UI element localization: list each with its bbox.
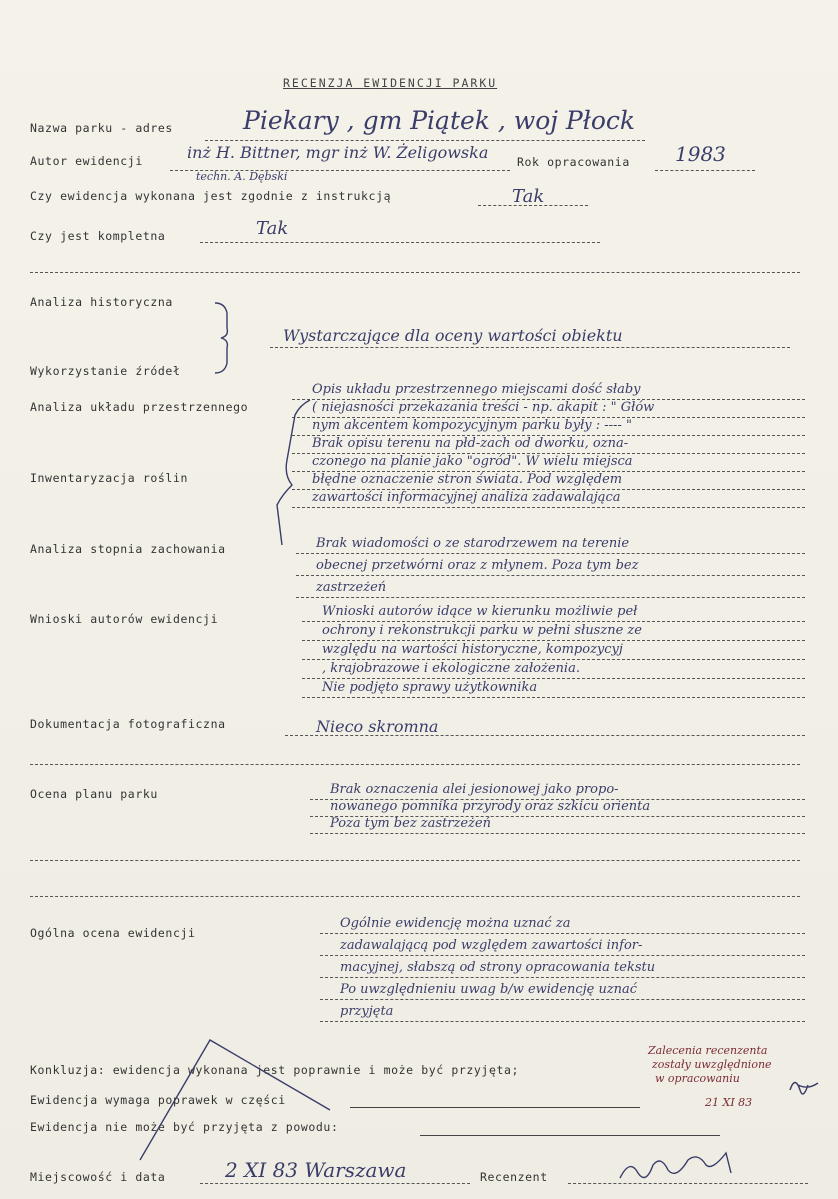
plan-line: Poza tym bez zastrzeżeń (330, 816, 491, 831)
complete-value: Tak (256, 218, 289, 239)
place-date-value: 2 XI 83 Warszawa (225, 1158, 407, 1182)
uklad-line: błędne oznaczenie stron świata. Pod względem (312, 472, 623, 487)
author-value-2: techn. A. Dębski (196, 170, 288, 183)
wnioski-line: Nie podjęto sprawy użytkownika (322, 680, 538, 695)
park-name-value: Piekary , gm Piątek , woj Płock (243, 106, 636, 135)
conclusion-line-2: Ewidencja wymaga poprawek w części (30, 1093, 286, 1107)
wnioski-line: względu na wartości historyczne, kompozycyj (322, 642, 623, 657)
photo-doc-label: Dokumentacja fotograficzna (30, 717, 226, 731)
signature-note (790, 1083, 818, 1095)
reviewer-note-3: w opracowaniu (655, 1072, 740, 1085)
reviewer-signature (620, 1153, 731, 1178)
reviewer-note-2: zostały uwzględnione (652, 1058, 772, 1071)
plan-line: nowanego pomnika przyrody oraz szkicu orienta (330, 799, 651, 814)
ogolna-line: Ogólnie ewidencję można uznać za (340, 916, 571, 931)
historical-value: Wystarczające dla oceny wartości obiektu (283, 326, 623, 345)
reviewer-label: Recenzent (480, 1170, 548, 1184)
crossout-stroke (140, 1040, 330, 1160)
author-label: Autor ewidencji (30, 154, 143, 168)
plan-line: Brak oznaczenia alei jesionowej jako propo- (330, 782, 619, 797)
conclusion-line-3: Ewidencja nie może być przyjęta z powodu: (30, 1120, 339, 1134)
uklad-line: zawartości informacyjnej analiza zadawalająca (312, 490, 621, 505)
reviewer-note-date: 21 XI 83 (705, 1096, 753, 1109)
ogolna-line: Po uwzględnieniu uwag b/w ewidencję uznać (340, 982, 638, 997)
park-name-label: Nazwa parku - adres (30, 121, 173, 135)
ogolna-line: przyjęta (340, 1004, 394, 1019)
overall-label: Ogólna ocena ewidencji (30, 926, 196, 940)
spatial-layout-label: Analiza układu przestrzennego (30, 400, 249, 414)
uklad-line: czonego na planie jako "ogród". W wielu miejsca (312, 454, 633, 469)
preservation-label: Analiza stopnia zachowania (30, 542, 226, 556)
historical-analysis-label: Analiza historyczna (30, 295, 173, 309)
reviewer-note-1: Zalecenia recenzenta (648, 1044, 768, 1057)
ogolna-line: zadawalającą pod względem zawartości infor- (340, 938, 643, 953)
wnioski-line: Wnioski autorów idące w kierunku możliwie peł (322, 604, 638, 619)
stopien-line: zastrzeżeń (316, 580, 387, 595)
conclusions-label: Wnioski autorów ewidencji (30, 612, 219, 626)
document-title: RECENZJA EWIDENCJI PARKU (283, 76, 498, 90)
stopien-line: obecnej przetwórni oraz z młynem. Poza tym bez (316, 558, 639, 573)
wnioski-line: , krajobrazowe i ekologiczne założenia. (322, 661, 580, 676)
stopien-line: Brak wiadomości o ze starodrzewem na terenie (316, 536, 630, 551)
compliance-label: Czy ewidencja wykonana jest zgodnie z instrukcją (30, 189, 392, 203)
complete-label: Czy jest kompletna (30, 229, 166, 243)
year-value: 1983 (675, 142, 726, 166)
brace-layout (277, 400, 310, 545)
brace-historical (215, 303, 227, 373)
conclusion-line-1: Konkluzja: ewidencja wykonana jest poprawnie i może być przyjęta; (30, 1063, 520, 1077)
uklad-line: ( niejasności przekazania treści - np. akapit : " Głów (312, 400, 655, 415)
sources-label: Wykorzystanie źródeł (30, 364, 181, 378)
uklad-line: Brak opisu terenu na płd-zach od dworku, ozna- (312, 436, 629, 451)
photo-doc-value: Nieco skromna (316, 717, 439, 736)
author-value: inż H. Bittner, mgr inż W. Żeligowska (187, 143, 489, 162)
wnioski-line: ochrony i rekonstrukcji parku w pełni słuszne ze (322, 623, 642, 638)
ogolna-line: macyjnej, słabszą od strony opracowania tekstu (340, 960, 656, 975)
park-plan-label: Ocena planu parku (30, 787, 158, 801)
uklad-line: Opis układu przestrzennego miejscami dość słaby (312, 382, 641, 397)
uklad-line: nym akcentem kompozycyjnym parku były : ---- " (312, 418, 632, 433)
place-date-label: Miejscowość i data (30, 1170, 166, 1184)
year-label: Rok opracowania (517, 155, 630, 169)
plant-inventory-label: Inwentaryzacja roślin (30, 471, 188, 485)
compliance-value: Tak (512, 186, 545, 207)
